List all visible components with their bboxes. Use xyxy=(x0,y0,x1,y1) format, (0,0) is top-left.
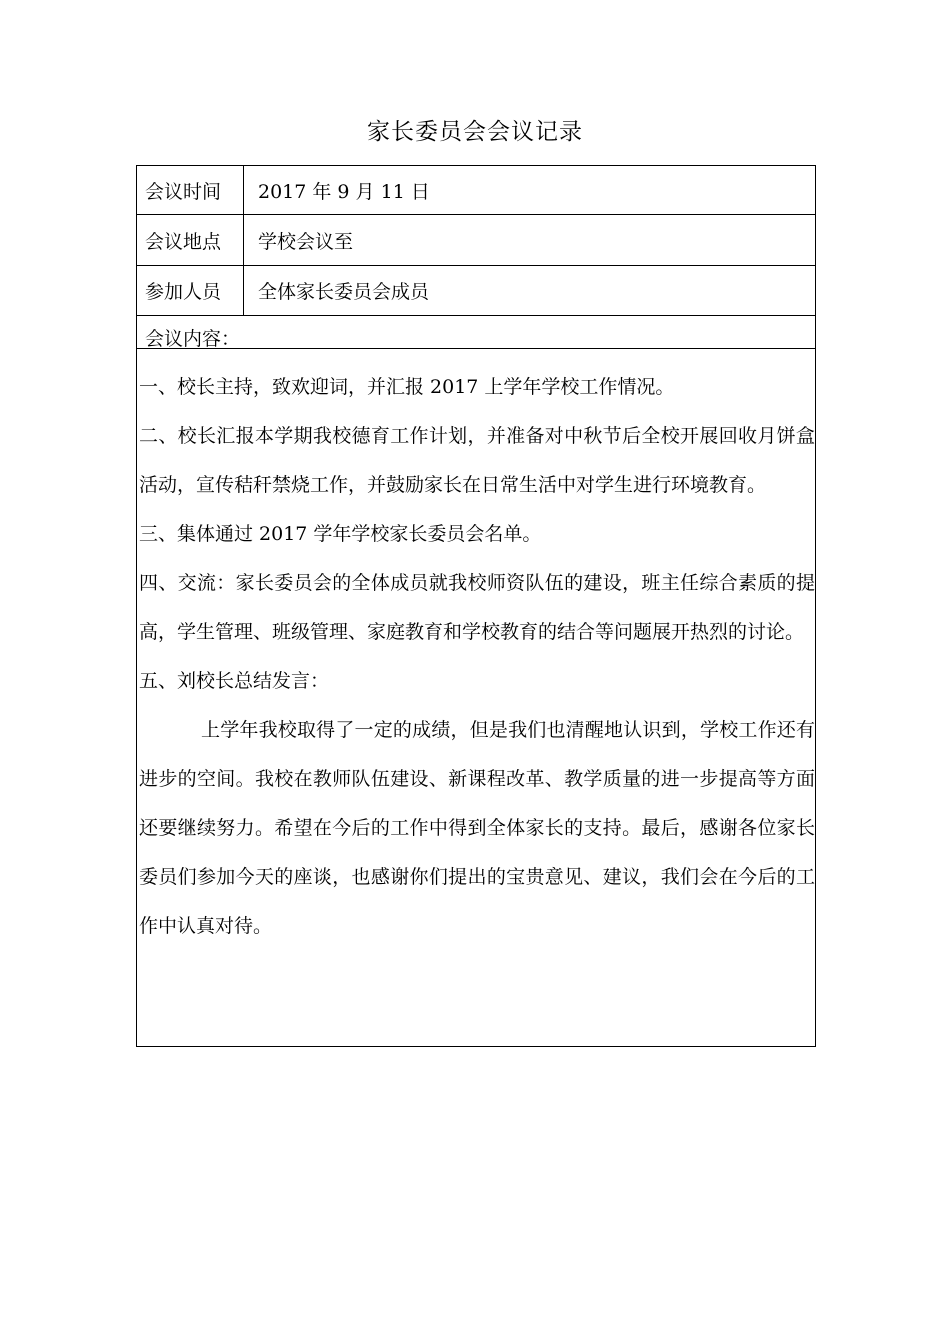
meeting-location-label: 会议地点 xyxy=(137,215,244,265)
content-paragraph-2: 二、校长汇报本学期我校德育工作计划，并准备对中秋节后全校开展回收月饼盒活动，宣传秸秆禁烧工作，并鼓励家长在日常生活中对学生进行环境教育。 xyxy=(139,425,815,496)
document-title: 家长委员会会议记录 xyxy=(367,119,583,145)
meeting-record-table xyxy=(136,165,816,1047)
content-paragraph-1: 一、校长主持，致欢迎词，并汇报 2017 上学年学校工作情况。 xyxy=(139,376,675,398)
content-paragraph-5: 五、刘校长总结发言： xyxy=(139,670,330,692)
meeting-content-label: 会议内容： xyxy=(145,328,241,350)
attendees-label: 参加人员 xyxy=(137,266,244,315)
meeting-time-row xyxy=(137,166,815,215)
attendees-row xyxy=(137,266,815,316)
meeting-time-label: 会议时间 xyxy=(137,166,244,214)
meeting-content xyxy=(139,363,815,951)
meeting-location-row xyxy=(137,215,815,266)
content-paragraph-3: 三、集体通过 2017 学年学校家长委员会名单。 xyxy=(139,523,542,545)
attendees-value: 全体家长委员会成员 xyxy=(258,281,430,303)
meeting-location-value: 学校会议至 xyxy=(258,230,354,253)
content-paragraph-4: 四、交流：家长委员会的全体成员就我校师资队伍的建设，班主任综合素质的提高，学生管理、班级管理、家庭教育和学校教育的结合等问题展开热烈的讨论。 xyxy=(139,572,815,643)
meeting-content-box xyxy=(137,348,815,1047)
summary-paragraph: 上学年我校取得了一定的成绩，但是我们也清醒地认识到，学校工作还有进步的空间。我校在教师队伍建设、新课程改革、教学质量的进一步提高等方面还要继续努力。希望在今后的工作中得到全体家长的支持。最后，感谢各位家长委员们参加今天的座谈，也感谢你们提出的宝贵意见、建议，我们会在今后的工作中认真对待。 xyxy=(139,719,815,937)
meeting-time-value: 2017 年 9 月 11 日 xyxy=(258,180,430,203)
